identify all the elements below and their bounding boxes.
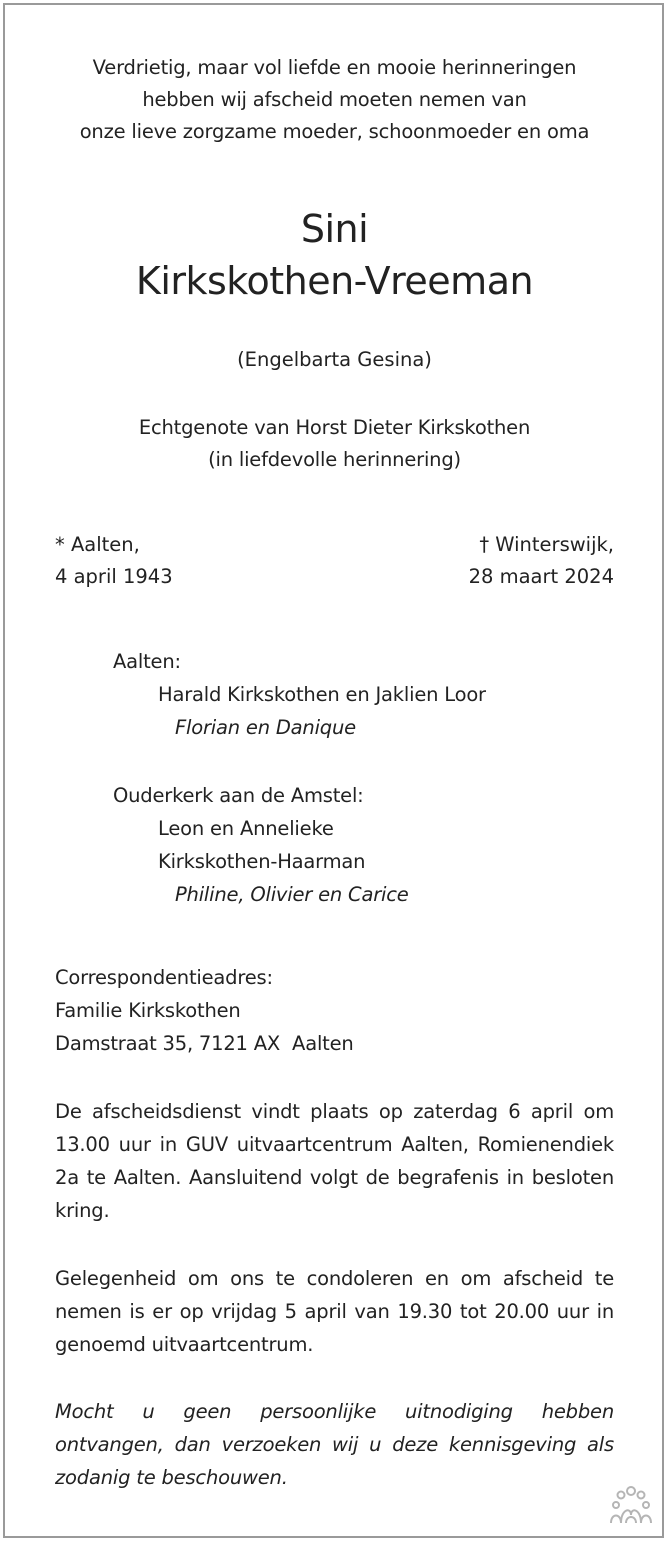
birth-date: 4 april 1943: [55, 565, 173, 588]
spouse-line: Echtgenote van Horst Dieter Kirkskothen: [138, 416, 531, 439]
death-date: 28 maart 2024: [468, 565, 614, 588]
first-name: Sini: [300, 207, 369, 251]
people-group-icon: [608, 1485, 654, 1525]
invitation-note: Mocht u geen persoonlijke uitnodiging hebben ontvangen, dan verzoeken wij u deze kennisgeving als zodanig te beschouwen.: [55, 1400, 614, 1489]
birth-place: * Aalten,: [55, 533, 140, 556]
service-paragraph: De afscheidsdienst vindt plaats op zaterdag 6 april om 13.00 uur in GUV uitvaartcentrum Aalten, Romienendiek 2a te Aalten. Aansluitend volgt de begrafenis in besloten kring.: [55, 1100, 614, 1222]
deceased-name: [0, 203, 669, 307]
surname: Kirkskothen-Vreeman: [135, 259, 534, 303]
intro-line: hebben wij afscheid moeten nemen van: [142, 88, 527, 111]
correspondence-address: [55, 961, 354, 1060]
intro-text: [0, 52, 669, 148]
given-names: (Engelbarta Gesina): [237, 348, 432, 371]
death-place: † Winterswijk,: [479, 533, 614, 556]
family-group: [113, 779, 409, 911]
family-location: Ouderkerk aan de Amstel:: [113, 784, 364, 807]
intro-line: Verdrietig, maar vol liefde en mooie herinneringen: [92, 56, 577, 79]
death-info: [469, 529, 614, 593]
family-member: Harald Kirkskothen en Jaklien Loor: [158, 683, 486, 706]
birth-info: [55, 529, 173, 593]
correspondence-name: Familie Kirkskothen: [55, 999, 241, 1022]
family-group: [113, 645, 486, 744]
grandchildren: Philine, Olivier en Carice: [175, 883, 409, 906]
spouse-info: [0, 412, 669, 476]
correspondence-street: Damstraat 35, 7121 AX Aalten: [55, 1032, 354, 1055]
family-location: Aalten:: [113, 650, 181, 673]
intro-line: onze lieve zorgzame moeder, schoonmoeder en oma: [79, 120, 590, 143]
condolence-paragraph: Gelegenheid om ons te condoleren en om afscheid te nemen is er op vrijdag 5 april van 19.30 tot 20.00 uur in genoemd uitvaartcentrum.: [55, 1267, 614, 1356]
family-member: Kirkskothen-Haarman: [158, 850, 366, 873]
grandchildren: Florian en Danique: [175, 716, 356, 739]
spouse-memory-line: (in liefdevolle herinnering): [208, 448, 461, 471]
correspondence-heading: Correspondentieadres:: [55, 966, 273, 989]
family-member: Leon en Annelieke: [158, 817, 334, 840]
